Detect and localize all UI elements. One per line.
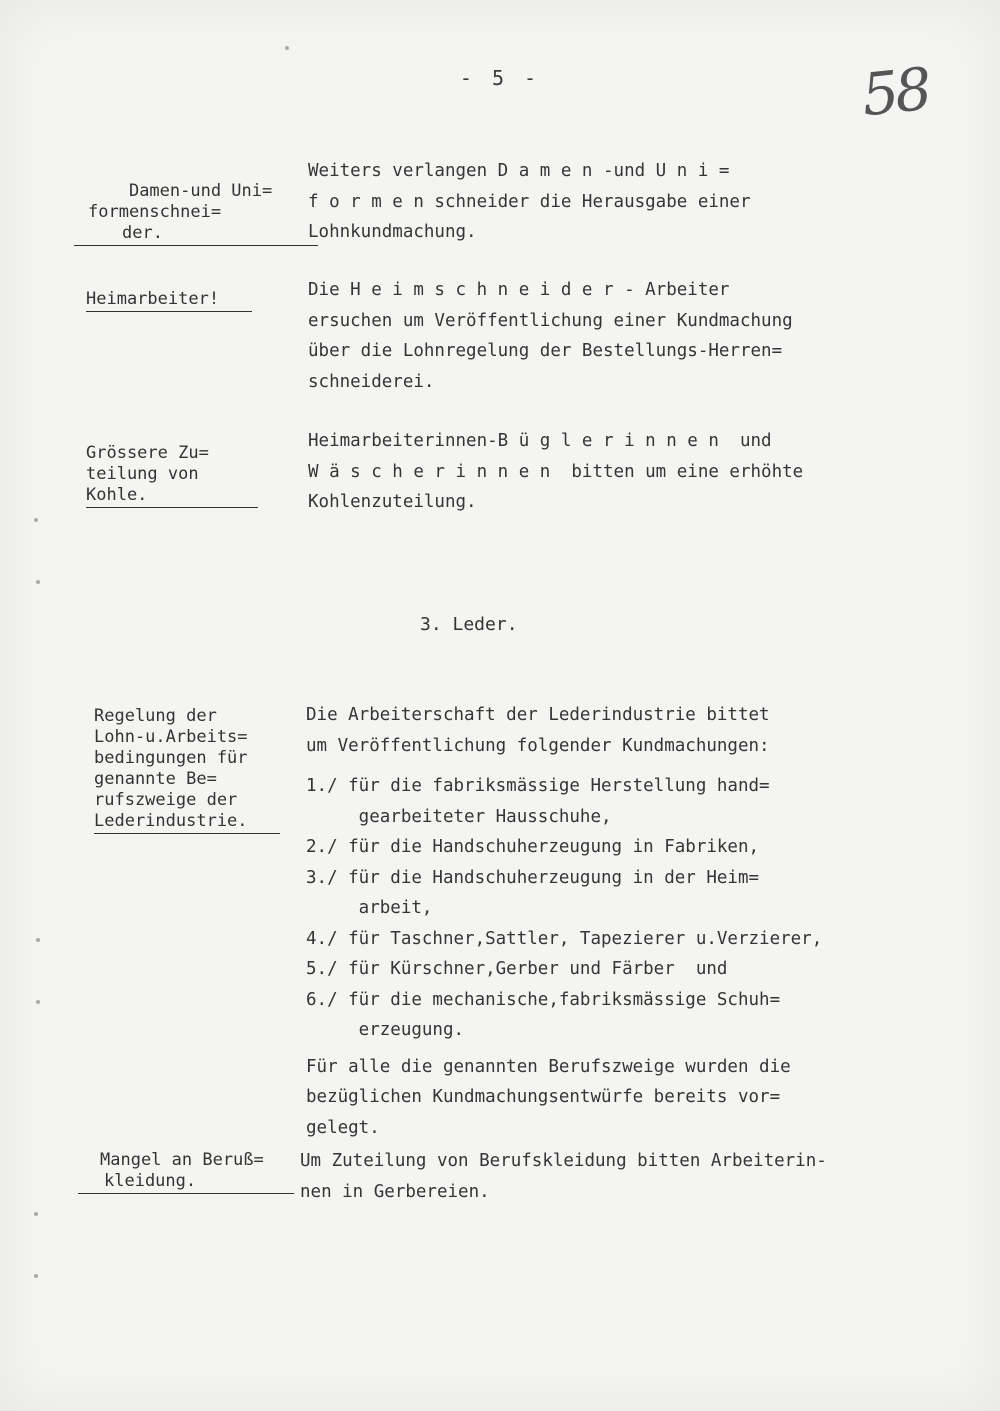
- paragraph-line: ersuchen um Veröffentlichung einer Kundmachung: [308, 310, 793, 331]
- margin-note-line: Mangel an Beruß=: [100, 1150, 264, 1170]
- paragraph-kohlenzuteilung: [308, 426, 803, 518]
- paragraph-line: über die Lohnregelung der Bestellungs-Herren=: [308, 341, 783, 361]
- paper-speck: [36, 580, 40, 584]
- paragraph-line: Weiters verlangen D a m e n -und U n i =: [308, 161, 730, 181]
- list-item: 1./ für die fabriksmässige Herstellung hand=: [306, 776, 770, 796]
- paragraph-heimschneider: [308, 275, 793, 397]
- paragraph-line: schneiderei.: [308, 371, 435, 392]
- paragraph-line: Für alle die genannten Berufszweige wurden die: [306, 1056, 791, 1077]
- list-item: 6./ für die mechanische,fabriksmässige Schuh=: [306, 989, 781, 1010]
- list-item-continuation: erzeugung.: [306, 1020, 465, 1040]
- margin-note-line-underlined: der.: [74, 223, 318, 246]
- margin-note-line: rufszweige der: [94, 790, 238, 810]
- paragraph-line: Kohlenzuteilung.: [308, 492, 477, 512]
- margin-note-line-underlined: Lederindustrie.: [94, 811, 280, 834]
- section-heading-leder: 3. Leder.: [420, 614, 518, 635]
- paragraph-line: Um Zuteilung von Berufskleidung bitten Arbeiterin-: [300, 1151, 827, 1171]
- list-item-continuation: gearbeiteter Hausschuhe,: [306, 806, 612, 827]
- paragraph-line: um Veröffentlichung folgender Kundmachungen:: [306, 735, 770, 756]
- margin-note-berufskleidung: [100, 1150, 294, 1194]
- margin-note-line: bedingungen für: [94, 748, 248, 768]
- paper-speck: [34, 1212, 38, 1216]
- margin-note-line: Lohn-u.Arbeits=: [94, 727, 248, 747]
- margin-note-heimarbeiter: [86, 289, 252, 312]
- paper-speck: [34, 518, 38, 522]
- list-item: 4./ für Taschner,Sattler, Tapezierer u.Verzierer,: [306, 928, 823, 949]
- margin-note-line: Damen-und Uni=: [128, 181, 273, 201]
- paragraph-line: W ä s c h e r i n n e n bitten um eine erhöhte: [308, 461, 804, 482]
- margin-note-line-underlined: Heimarbeiter!: [86, 289, 252, 312]
- margin-note-lederindustrie: [94, 706, 280, 834]
- margin-note-line-underlined: kleidung.: [78, 1171, 294, 1194]
- paragraph-damen-uniformenschneider: [308, 156, 751, 248]
- paragraph-line: f o r m e n schneider die Herausgabe einer: [308, 191, 751, 212]
- paper-speck: [34, 1274, 38, 1278]
- margin-note-line-underlined: Kohle.: [86, 485, 258, 508]
- paragraph-line: gelegt.: [306, 1117, 380, 1138]
- paragraph-line: bezüglichen Kundmachungsentwürfe bereits vor=: [306, 1087, 781, 1107]
- list-item-continuation: arbeit,: [306, 898, 433, 918]
- margin-note-line: Regelung der: [94, 706, 217, 726]
- paragraph-line: Lohnkundmachung.: [308, 222, 477, 242]
- paragraph-line: nen in Gerbereien.: [300, 1181, 490, 1202]
- margin-note-line: genannte Be=: [94, 769, 217, 789]
- paragraph-line: Heimarbeiterinnen-B ü g l e r i n n e n und: [308, 431, 772, 451]
- paper-speck: [285, 46, 289, 50]
- paragraph-berufskleidung: [300, 1146, 827, 1207]
- paragraph-line: Die H e i m s c h n e i d e r - Arbeiter: [308, 280, 730, 300]
- handwritten-folio-number: 58: [858, 54, 932, 130]
- margin-note-kohle: [86, 443, 258, 508]
- paragraph-lederindustrie: [306, 700, 822, 1143]
- paper-speck: [36, 1000, 40, 1004]
- margin-note-damen-uniformenschneider: [88, 160, 318, 288]
- list-item: 5./ für Kürschner,Gerber und Färber und: [306, 959, 728, 979]
- paragraph-line: Die Arbeiterschaft der Lederindustrie bittet: [306, 705, 770, 725]
- paper-speck: [36, 938, 40, 942]
- list-item: 3./ für die Handschuherzeugung in der Heim=: [306, 867, 760, 888]
- margin-note-line: formenschnei=: [88, 202, 222, 222]
- list-item: 2./ für die Handschuherzeugung in Fabriken,: [306, 837, 760, 857]
- margin-note-line: Grössere Zu=: [86, 443, 209, 463]
- page-number: - 5 -: [459, 66, 541, 90]
- margin-note-line: teilung von: [86, 464, 199, 484]
